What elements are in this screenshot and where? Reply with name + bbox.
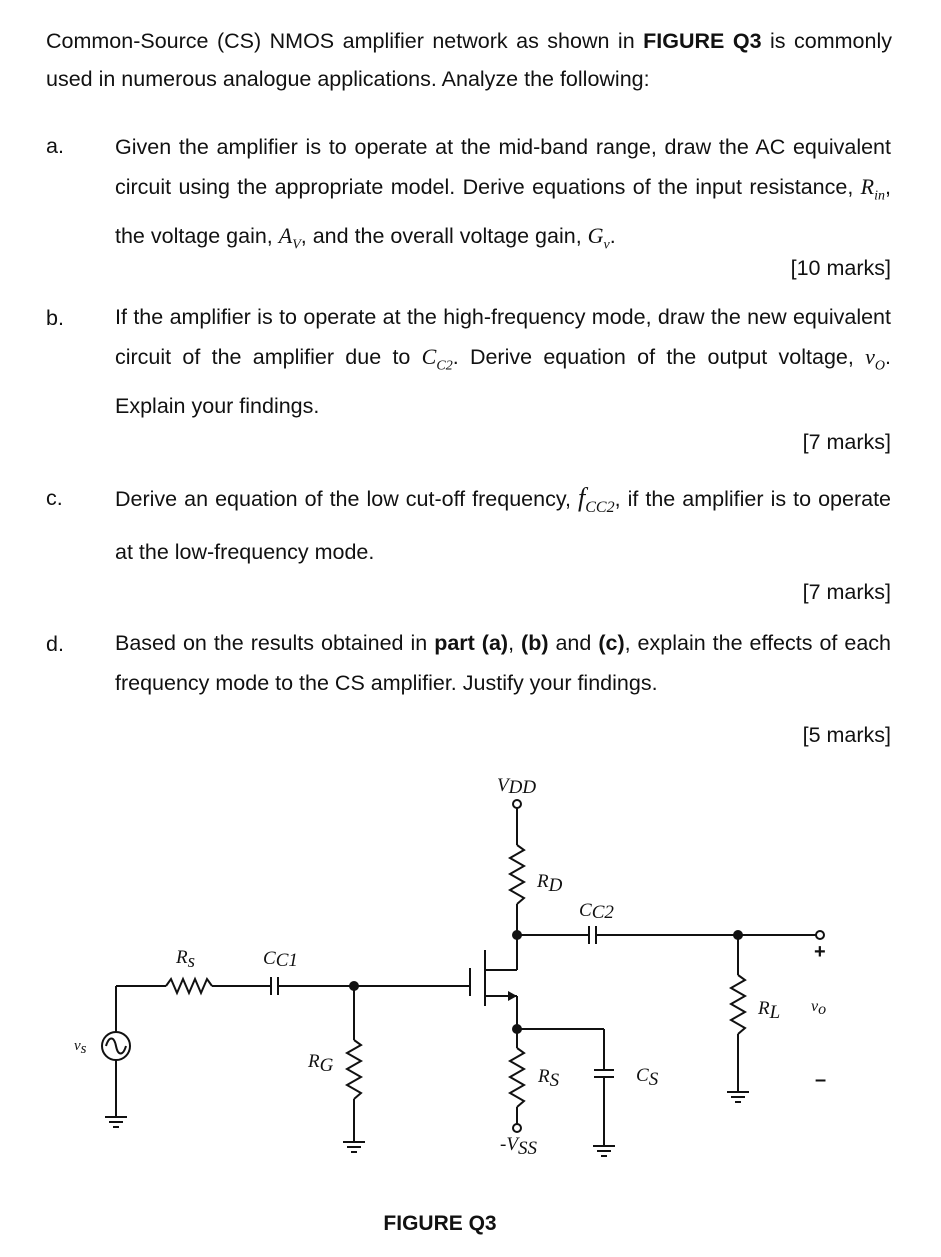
qd-t4: , explain the effects of each frequency mode to the CS amplifier. Justify your findings.	[115, 631, 891, 695]
qd-t1: Based on the results obtained in	[115, 631, 435, 655]
rl-ground-icon	[727, 1092, 749, 1102]
vdd-terminal	[513, 800, 521, 808]
qd-t3: and	[548, 631, 599, 655]
question-a-marks: [10 marks]	[790, 256, 891, 280]
qd-part-b: (b)	[521, 631, 549, 655]
question-d-marks: [5 marks]	[802, 723, 891, 747]
qa-t2: , the voltage gain,	[115, 175, 891, 249]
ac-source-wave	[106, 1039, 126, 1054]
question-d-letter: d.	[46, 632, 64, 656]
rg-resistor	[347, 1040, 361, 1099]
rl-label: RL	[758, 998, 781, 1023]
qd-part-c: (c)	[598, 631, 625, 655]
vss-label: -VSS	[500, 1134, 537, 1159]
qc-t2: , if the amplifier is to operate at the low-frequency mode.	[115, 487, 892, 565]
gv-sub: v	[603, 237, 610, 253]
question-b-marks: [7 marks]	[802, 430, 891, 454]
qa-t1: Given the amplifier is to operate at the mid-band range, draw the AC equivalent circuit using the appropriate model. Derive equations of the input resistance,	[115, 135, 891, 199]
rs-resistor	[510, 1048, 524, 1107]
plus-sign: +	[814, 941, 826, 963]
question-c-marks: [7 marks]	[802, 580, 891, 604]
source-ground-icon	[105, 1117, 127, 1127]
qb-t3: . Explain your findings.	[115, 345, 891, 419]
vss-terminal	[513, 1124, 521, 1132]
cc2-sub: C2	[436, 358, 453, 374]
rs-label: RS	[538, 1066, 560, 1091]
rd-resistor	[510, 845, 524, 904]
rg-label: RG	[308, 1051, 334, 1076]
vo-main: v	[865, 344, 875, 369]
fcc-sub: CC2	[585, 499, 615, 517]
rs-source-resistor	[166, 979, 212, 993]
cc2-label: CC2	[579, 900, 614, 923]
rin-main: R	[860, 174, 875, 199]
qa-t3: , and the overall voltage gain,	[300, 224, 588, 249]
question-c-letter: c.	[46, 486, 63, 510]
figure-caption: FIGURE Q3	[383, 1212, 497, 1235]
vo-label: vo	[811, 998, 827, 1018]
output-terminal	[816, 931, 824, 939]
rl-resistor	[731, 975, 745, 1034]
cs-ground-icon	[593, 1146, 615, 1156]
qd-t2: ,	[508, 631, 522, 655]
qb-t2: . Derive equation of the output voltage,	[452, 345, 866, 369]
cc1-label: CC1	[263, 948, 298, 971]
vo-sub: O	[874, 358, 886, 374]
qc-t1: Derive an equation of the low cut-off frequency,	[115, 487, 579, 511]
vs-label: vs	[74, 1038, 87, 1057]
qd-part-a: part (a)	[434, 631, 509, 655]
minus-sign: –	[815, 1069, 827, 1091]
intro-text-2: is commonly used in numerous analogue applications. Analyze the following:	[46, 29, 892, 91]
qa-t4: .	[609, 224, 616, 249]
question-b-letter: b.	[46, 306, 64, 330]
av-sub: V	[292, 237, 301, 253]
rs-source-label: Rs	[176, 947, 196, 972]
vdd-label: VDD	[497, 775, 537, 798]
nmos-transistor-icon	[470, 950, 517, 1006]
rin-sub: in	[874, 188, 886, 204]
gv-main: G	[587, 223, 604, 249]
av-main: A	[278, 223, 293, 249]
figure-reference: FIGURE Q3	[643, 29, 762, 53]
fcc-main: f	[578, 483, 586, 512]
rg-ground-icon	[343, 1142, 365, 1152]
cc2-main: C	[421, 344, 437, 369]
intro-text-1: Common-Source (CS) NMOS amplifier network as shown in	[46, 29, 644, 53]
cs-label: CS	[636, 1065, 659, 1090]
rd-label: RD	[537, 871, 563, 896]
question-a-letter: a.	[46, 134, 64, 158]
qb-t1: If the amplifier is to operate at the high-frequency mode, draw the new equivalent circuit of the amplifier due to	[115, 305, 891, 369]
